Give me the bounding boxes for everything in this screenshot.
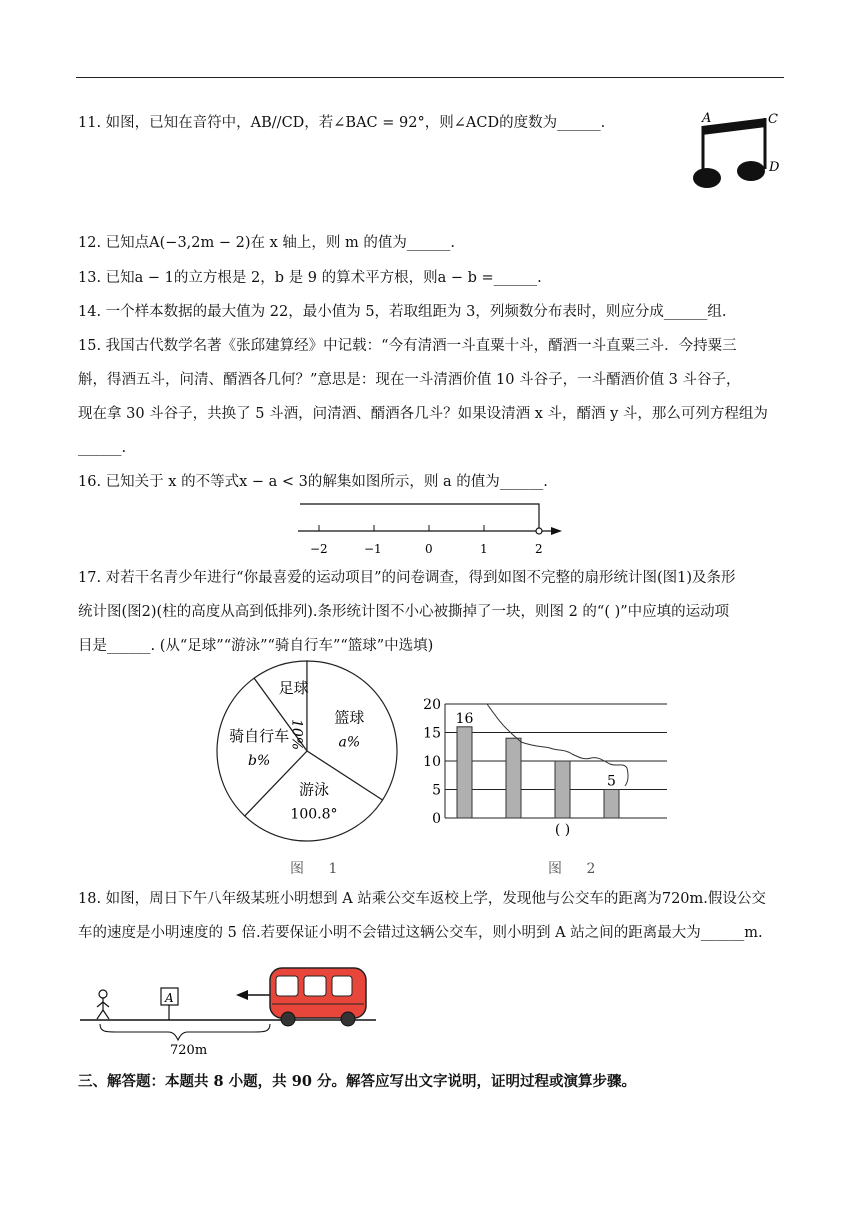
pie-label-0: 足球 bbox=[278, 678, 309, 697]
question-18-line-2: 车的速度是小明速度的 5 倍.若要保证小明不会错过这辆公交车，则小明到 A 站之间的距离最大为______m. bbox=[78, 925, 763, 941]
tick-2: 2 bbox=[535, 542, 543, 556]
category-label-2: ( ) bbox=[554, 822, 571, 838]
station-a-label: A bbox=[165, 991, 174, 1005]
question-15-line-1: 15. 我国古代数学名著《张邱建算经》中记载：“今有清酒一斗直粟十斗，醑酒一斗直粟三斗．今持粟三 bbox=[78, 338, 737, 354]
y-tick-label-0: 0 bbox=[432, 811, 441, 827]
bus-icon bbox=[270, 968, 366, 1026]
question-12: 12. 已知点A(−3,2m − 2)在 x 轴上，则 m 的值为______. bbox=[78, 235, 455, 251]
y-tick-label-3: 15 bbox=[423, 725, 441, 742]
question-15-line-3: 现在拿 30 斗谷子，共换了 5 斗酒，问清酒、醑酒各几斗？如果设清酒 x 斗，醑酒 y 斗，那么可列方程组为 bbox=[78, 406, 768, 422]
bar-1 bbox=[506, 738, 521, 818]
pie-label-3: 骑自行车 bbox=[229, 726, 290, 745]
number-line-figure bbox=[290, 498, 570, 560]
question-15-line-2: 斛，得酒五斗，问清、醑酒各几何？”意思是：现在一斗清酒价值 10 斗谷子，一斗醑酒价值 3 斗谷子， bbox=[78, 372, 741, 388]
pie-value-0: 10% bbox=[288, 718, 305, 751]
bar-value-label-3: 5 bbox=[607, 773, 616, 790]
label-c: C bbox=[768, 112, 778, 127]
y-tick-label-1: 5 bbox=[432, 782, 441, 799]
bar-0 bbox=[457, 727, 472, 818]
question-16: 16. 已知关于 x 的不等式x − a < 3的解集如图所示，则 a 的值为______. bbox=[78, 474, 548, 490]
label-a: A bbox=[702, 111, 712, 126]
y-tick-label-4: 20 bbox=[423, 697, 441, 713]
section-3-heading: 三、解答题：本题共 8 小题，共 90 分。解答应写出文字说明，证明过程或演算步骤。 bbox=[78, 1073, 636, 1090]
tick-0: 0 bbox=[425, 542, 433, 556]
distance-label: 720m bbox=[170, 1043, 208, 1058]
music-note-figure bbox=[680, 104, 790, 196]
label-d: D bbox=[769, 160, 780, 175]
label-b: B bbox=[723, 167, 733, 182]
xiaoming-figure bbox=[97, 990, 109, 1019]
figure-2-caption: 图 2 bbox=[548, 861, 606, 877]
bar-value-label-0: 16 bbox=[455, 710, 474, 727]
tick-neg2: −2 bbox=[310, 542, 328, 556]
question-17-line-1: 17. 对若干名青少年进行“你最喜爱的运动项目”的问卷调查，得到如图不完整的扇形统计图(图1)及条形 bbox=[78, 570, 736, 586]
bar-3 bbox=[604, 790, 619, 819]
question-18-line-1: 18. 如图，周日下午八年级某班小明想到 A 站乘公交车返校上学，发现他与公交车的距离为720m.假设公交 bbox=[78, 891, 766, 907]
header-rule bbox=[76, 77, 784, 78]
pie-label-2: 游泳 bbox=[298, 780, 329, 799]
question-15-line-4: ______. bbox=[78, 440, 127, 456]
distance-brace bbox=[100, 1024, 270, 1040]
question-14: 14. 一个样本数据的最大值为 22，最小值为 5，若取组距为 3，列频数分布表时，则应分成______组. bbox=[78, 304, 727, 320]
question-17-line-3: 目是______. (从“足球”“游泳”“骑自行车”“篮球”中选填) bbox=[78, 638, 434, 654]
question-13: 13. 已知a − 1的立方根是 2，b 是 9 的算术平方根，则a − b =______. bbox=[78, 270, 542, 286]
bar-chart bbox=[415, 690, 675, 840]
tick-1: 1 bbox=[480, 542, 488, 556]
figure-1-caption: 图 1 bbox=[290, 861, 348, 877]
pie-chart bbox=[210, 658, 410, 848]
tick-neg1: −1 bbox=[364, 542, 382, 556]
bus-figure bbox=[76, 952, 386, 1062]
pie-value-1: a% bbox=[338, 734, 361, 751]
bar-2 bbox=[555, 761, 570, 818]
y-tick-label-2: 10 bbox=[423, 754, 441, 770]
question-17-line-2: 统计图(图2)(柱的高度从高到低排列).条形统计图不小心被撕掉了一块，则图 2 的“( )”中应填的运动项 bbox=[78, 604, 730, 620]
question-11: 11. 如图，已知在音符中，AB//CD，若∠BAC = 92°，则∠ACD的度数为______. bbox=[78, 115, 606, 131]
pie-value-3: b% bbox=[248, 752, 271, 769]
pie-label-1: 篮球 bbox=[334, 708, 365, 727]
pie-value-2: 100.8° bbox=[290, 806, 338, 823]
